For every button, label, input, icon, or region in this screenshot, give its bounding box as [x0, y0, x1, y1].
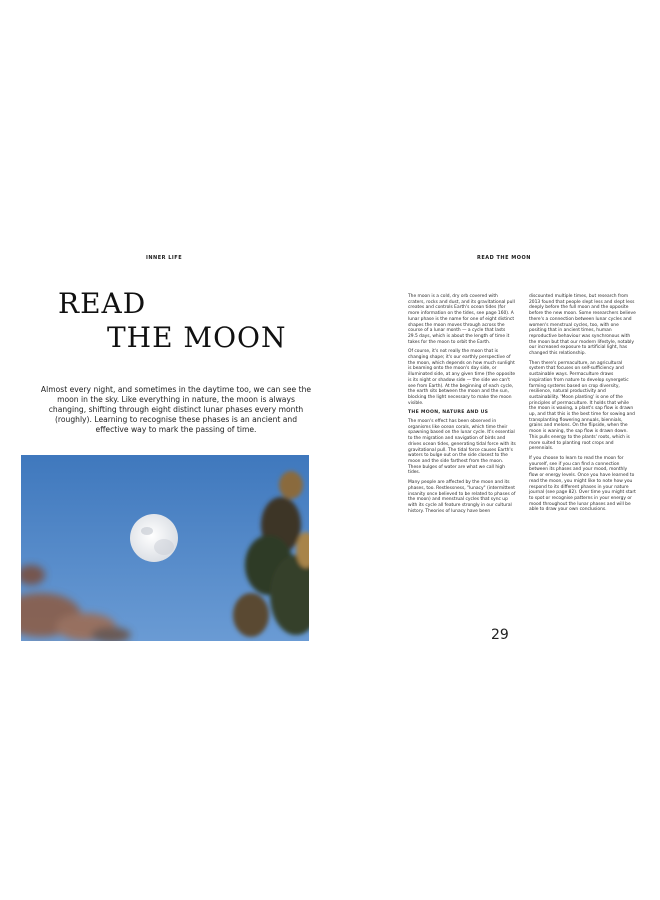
section-heading: THE MOON, NATURE AND US: [408, 410, 489, 416]
paragraph: The moon is a cold, dry orb covered with craters, rocks and dust, and its gravitational pull creates and controls Earth's ocean tides (for more information on the tides, see page 160). A lunar phase is the name for one of eight distinct shapes the moon moves through across the course of a lunar month — a cycle that lasts 29.5 days, which is about the length of time it takes for the moon to orbit the Earth.: [408, 294, 515, 345]
moon-photo: [21, 455, 309, 641]
paragraph: Then there's permaculture, an agricultural system that focuses on self-sufficiency and sustainable ways. Permaculture draws inspiration from nature to develop synergetic farming systems based on crop diversity, resilience, natural productivity and sustainability. 'Moon planting' is one of the principles of permaculture. It holds that while the moon is waxing, a plant's sap flow is drawn up, and that this is the best time for sowing and transplanting flowering annuals, biennials, grains and melons. On the flipside, when the moon is waning, the sap flow is drawn down. This pulls energy to the plants' roots, which is more suited to planting root crops and perennials.: [529, 360, 635, 452]
text-column-1: [408, 294, 516, 518]
text-column-2: [529, 294, 637, 517]
running-head-right: READ THE MOON: [477, 255, 531, 261]
paragraph: Many people are affected by the moon and its phases, too. Restlessness, "lunacy" (intermittent insanity once believed to be related to phases of the moon) and menstrual cycles that sync up with its cycle all feature strongly in our cultural history. Theories of lunacy have been: [408, 480, 516, 514]
moon-photo-illustration: [21, 455, 309, 641]
running-head-left: INNER LIFE: [146, 255, 183, 261]
paragraph: If you choose to learn to read the moon for yourself, see if you can find a connection between its phases and your mood, monthly flow or energy levels. Once you have learned to read the moon, you might like to note how you respond to its different phases in your nature journal (see page 82). Over time you might start to spot or recognise patterns in your energy or mood throughout the lunar phases and will be able to draw your own conclusions.: [529, 455, 636, 513]
page-number: 29: [491, 627, 509, 643]
paragraph: Of course, it's not really the moon that is changing shape; it's our earthly perspective of the moon, which depends on how much sunlight is beaming onto the moon's day side, or illuminated side, at any given time (the opposite is its night or shadow side — the side we can't see from Earth). At the beginning of each cycle, the earth sits between the moon and the sun, blocking the light necessary to make the moon visible.: [408, 349, 516, 406]
paragraph: The moon's effect has been observed in organisms like ocean corals, which time their spawning based on the lunar cycle. It's essential to the migration and navigation of birds and drives ocean tides, generating tidal force with its gravitational pull. The tidal force causes Earth's waters to bulge out on the side closest to the moon and the side farthest from the moon. These bulges of water are what we call high tides.: [408, 419, 516, 476]
moon-mare: [141, 527, 153, 535]
paragraph: discounted multiple times, but research from 2013 found that people slept less and slept less deeply before the full moon and the opposite before the new moon. Some researchers believe there's a connection between lunar cycles and women's menstrual cycles, too, with one positing that in ancient times, human reproductive behaviour was synchronous with the moon but that our modern lifestyle, notably our increased exposure to artificial light, has changed this relationship.: [529, 294, 636, 357]
moon-disc: [130, 514, 178, 562]
moon-shadow: [154, 539, 174, 555]
chapter-title-line-2: THE MOON: [107, 321, 287, 354]
chapter-title-line-1: READ: [58, 287, 147, 320]
intro-paragraph: Almost every night, and sometimes in the daytime too, we can see the moon in the sky. Like everything in nature, the moon is always changing, shifting through eight distinct lunar phases every month (roughly). Learning to recognise these phases is an ancient and effective way to mark the passing of time.: [40, 385, 312, 434]
